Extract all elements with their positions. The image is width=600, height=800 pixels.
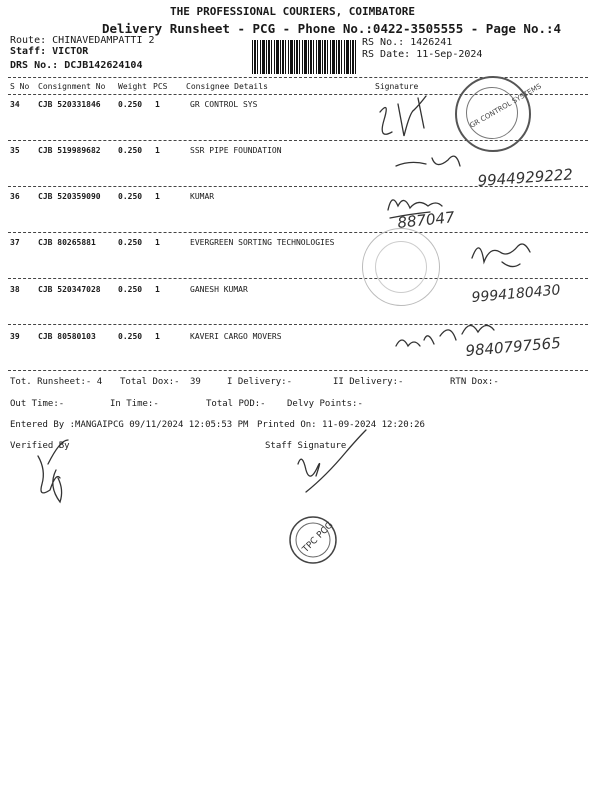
row-sno: 35 — [10, 146, 20, 155]
col-signature-header: Signature — [375, 82, 419, 91]
row-weight: 0.250 — [118, 100, 143, 109]
drs-label: DRS No.: — [10, 60, 59, 71]
col-sno-header: S No — [10, 82, 30, 91]
verified-by-label: Verified By — [10, 441, 70, 451]
row-weight: 0.250 — [118, 332, 143, 341]
signature-scribble — [472, 244, 530, 267]
row-sno: 39 — [10, 332, 20, 341]
rs-no-label: RS No.: — [362, 37, 405, 48]
row-sno: 38 — [10, 285, 20, 294]
col-pcs-header: PCS — [153, 82, 168, 91]
handwritten-mobile: 9994180430 — [470, 282, 562, 306]
delvy-points: Delvy Points:- — [287, 399, 363, 409]
row-consignee: KAVERI CARGO MOVERS — [190, 332, 282, 341]
row-weight: 0.250 — [118, 192, 143, 201]
row-consignee: SSR PIPE FOUNDATION — [190, 146, 282, 155]
signature-scribble — [380, 96, 426, 136]
col-consignee-header: Consignee Details — [186, 82, 268, 91]
row-consignment: CJB 80265881 — [38, 238, 96, 247]
staff-signature-label: Staff Signature — [265, 441, 347, 451]
tot-runsheet: Tot. Runsheet:- 4 — [10, 377, 103, 387]
total-pod: Total POD:- — [206, 399, 266, 409]
drs-value: DCJB142624104 — [64, 60, 143, 71]
pcg-seal — [290, 517, 336, 563]
entered-by: Entered By :MANGAIPCG 09/11/2024 12:05:53 PM — [10, 420, 249, 430]
row-consignee: GANESH KUMAR — [190, 285, 248, 294]
row-consignee: GR CONTROL SYS — [190, 100, 258, 109]
row-consignment: CJB 80580103 — [38, 332, 96, 341]
row-consignment: CJB 520347028 — [38, 285, 101, 294]
rs-no-value: 1426241 — [410, 37, 453, 48]
row-sno: 34 — [10, 100, 20, 109]
i-delivery: I Delivery:- — [227, 377, 293, 387]
row-consignment: CJB 519989682 — [38, 146, 101, 155]
row-weight: 0.250 — [118, 238, 143, 247]
signature-scribble — [396, 156, 460, 166]
row-pcs: 1 — [155, 285, 160, 294]
row-consignee: EVERGREEN SORTING TECHNOLOGIES — [190, 238, 335, 247]
row-consignment: CJB 520331846 — [38, 100, 101, 109]
route-value: CHINAVEDAMPATTI 2 — [52, 35, 155, 46]
handwritten-mobile: 9944929222 — [477, 165, 574, 190]
document-title: Delivery Runsheet - PCG - Phone No.:0422-3505555 - Page No.:4 — [102, 21, 562, 36]
company-name: THE PROFESSIONAL COURIERS, COIMBATORE — [170, 5, 416, 18]
printed-on: Printed On: 11-09-2024 12:20:26 — [257, 420, 425, 430]
route-label: Route: — [10, 35, 47, 46]
row-weight: 0.250 — [118, 285, 143, 294]
row-consignee: KUMAR — [190, 192, 215, 201]
rs-date-value: 11-Sep-2024 — [416, 49, 483, 60]
handwritten-mobile: 9840797565 — [464, 333, 562, 360]
row-pcs: 1 — [155, 192, 160, 201]
ii-delivery: II Delivery:- — [333, 377, 404, 387]
rtn-dox: RTN Dox:- — [450, 377, 499, 387]
staff-signature-scribble — [298, 430, 366, 492]
seal-text: TPC PCG — [300, 520, 336, 555]
stamp-text: GR CONTROL SYSTEMS — [468, 82, 543, 130]
row-pcs: 1 — [155, 100, 160, 109]
row-sno: 37 — [10, 238, 20, 247]
rs-date-label: RS Date: — [362, 49, 411, 60]
row-pcs: 1 — [155, 332, 160, 341]
row-pcs: 1 — [155, 238, 160, 247]
row-weight: 0.250 — [118, 146, 143, 155]
in-time: In Time:- — [110, 399, 159, 409]
out-time: Out Time:- — [10, 399, 65, 409]
total-dox-value: 39 — [190, 377, 201, 387]
handwritten-mobile: 887047 — [396, 208, 456, 232]
total-dox-label: Total Dox:- — [120, 377, 180, 387]
staff-value: VICTOR — [52, 46, 89, 57]
col-weight-header: Weight — [118, 82, 147, 91]
row-consignment: CJB 520359090 — [38, 192, 101, 201]
staff-label: Staff: — [10, 46, 47, 57]
row-pcs: 1 — [155, 146, 160, 155]
col-consignment-header: Consignment No — [38, 82, 106, 91]
row-sno: 36 — [10, 192, 20, 201]
